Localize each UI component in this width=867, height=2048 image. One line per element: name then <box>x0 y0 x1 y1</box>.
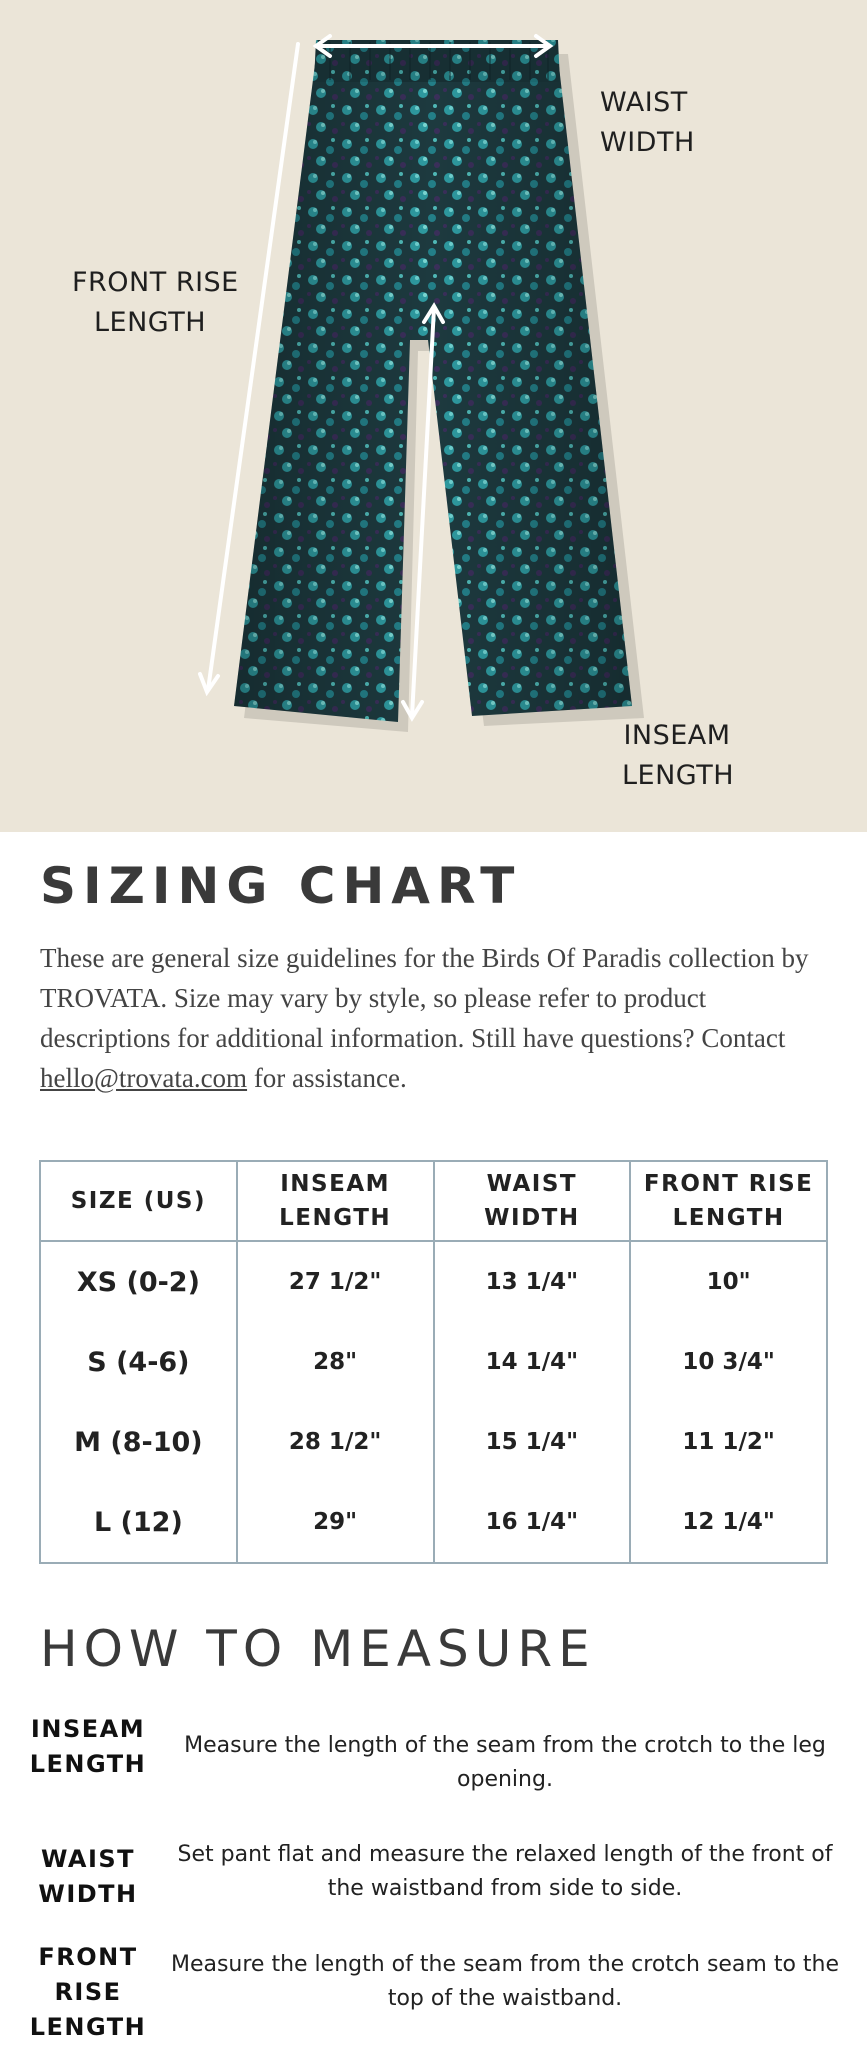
measure-term-line1: FRONT RISE <box>38 1943 138 2006</box>
waist-cell: 13 1/4" <box>434 1241 631 1322</box>
front-rise-label: FRONT RISE LENGTH <box>72 267 239 338</box>
header-inseam: INSEAM LENGTH <box>237 1161 434 1241</box>
measure-term <box>0 1940 176 2045</box>
pants-illustration <box>0 0 867 832</box>
measure-term-line2: LENGTH <box>29 2013 147 2041</box>
table-row <box>40 1482 827 1563</box>
how-to-measure-title: HOW TO MEASURE <box>40 1620 596 1678</box>
table-header-row <box>40 1161 827 1241</box>
waist-cell: 16 1/4" <box>434 1482 631 1563</box>
table-row <box>40 1402 827 1482</box>
size-cell: S (4-6) <box>40 1322 237 1402</box>
waist-width-label: WAIST WIDTH <box>600 87 695 158</box>
intro-suffix: for assistance. <box>253 1063 407 1093</box>
inseam-cell: 28" <box>237 1322 434 1402</box>
size-cell: XS (0-2) <box>40 1241 237 1322</box>
inseam-cell: 29" <box>237 1482 434 1563</box>
size-cell: M (8-10) <box>40 1402 237 1482</box>
header-front-rise: FRONT RISE LENGTH <box>630 1161 827 1241</box>
front-rise-cell: 10 3/4" <box>630 1322 827 1402</box>
contact-email-link[interactable]: hello@trovata.com <box>40 1063 248 1093</box>
size-table <box>39 1160 828 1564</box>
measure-desc: Measure the length of the seam from the crotch to the leg opening. <box>184 1733 826 1792</box>
header-size: SIZE (US) <box>40 1161 237 1241</box>
header-waist: WAIST WIDTH <box>434 1161 631 1241</box>
table-row <box>40 1322 827 1402</box>
sizing-intro <box>40 938 840 1098</box>
product-diagram <box>0 0 867 832</box>
table-row <box>40 1241 827 1322</box>
measure-term <box>0 1712 176 1782</box>
inseam-cell: 28 1/2" <box>237 1402 434 1482</box>
measure-term-line1: WAIST <box>40 1845 136 1873</box>
measure-term-line2: LENGTH <box>29 1750 147 1778</box>
waist-cell: 15 1/4" <box>434 1402 631 1482</box>
measure-term-line1: INSEAM <box>30 1715 146 1743</box>
intro-text: These are general size guidelines for the Birds Of Paradis collection by TROVATA. Size may vary by style, so please refer to product descriptions for additional information. Still have questions? Contact <box>40 943 809 1053</box>
front-rise-cell: 10" <box>630 1241 827 1322</box>
size-cell: L (12) <box>40 1482 237 1563</box>
sizing-chart-title: SIZING CHART <box>40 857 522 915</box>
measure-term-line2: WIDTH <box>38 1880 138 1908</box>
inseam-cell: 27 1/2" <box>237 1241 434 1322</box>
inseam-length-label: INSEAM LENGTH <box>622 720 735 791</box>
waist-cell: 14 1/4" <box>434 1322 631 1402</box>
measure-desc: Set pant flat and measure the relaxed length of the front of the waistband from side to side. <box>177 1842 833 1901</box>
measure-desc: Measure the length of the seam from the crotch seam to the top of the waistband. <box>170 1952 840 2011</box>
front-rise-cell: 11 1/2" <box>630 1402 827 1482</box>
front-rise-cell: 12 1/4" <box>630 1482 827 1563</box>
measure-term <box>0 1842 176 1912</box>
